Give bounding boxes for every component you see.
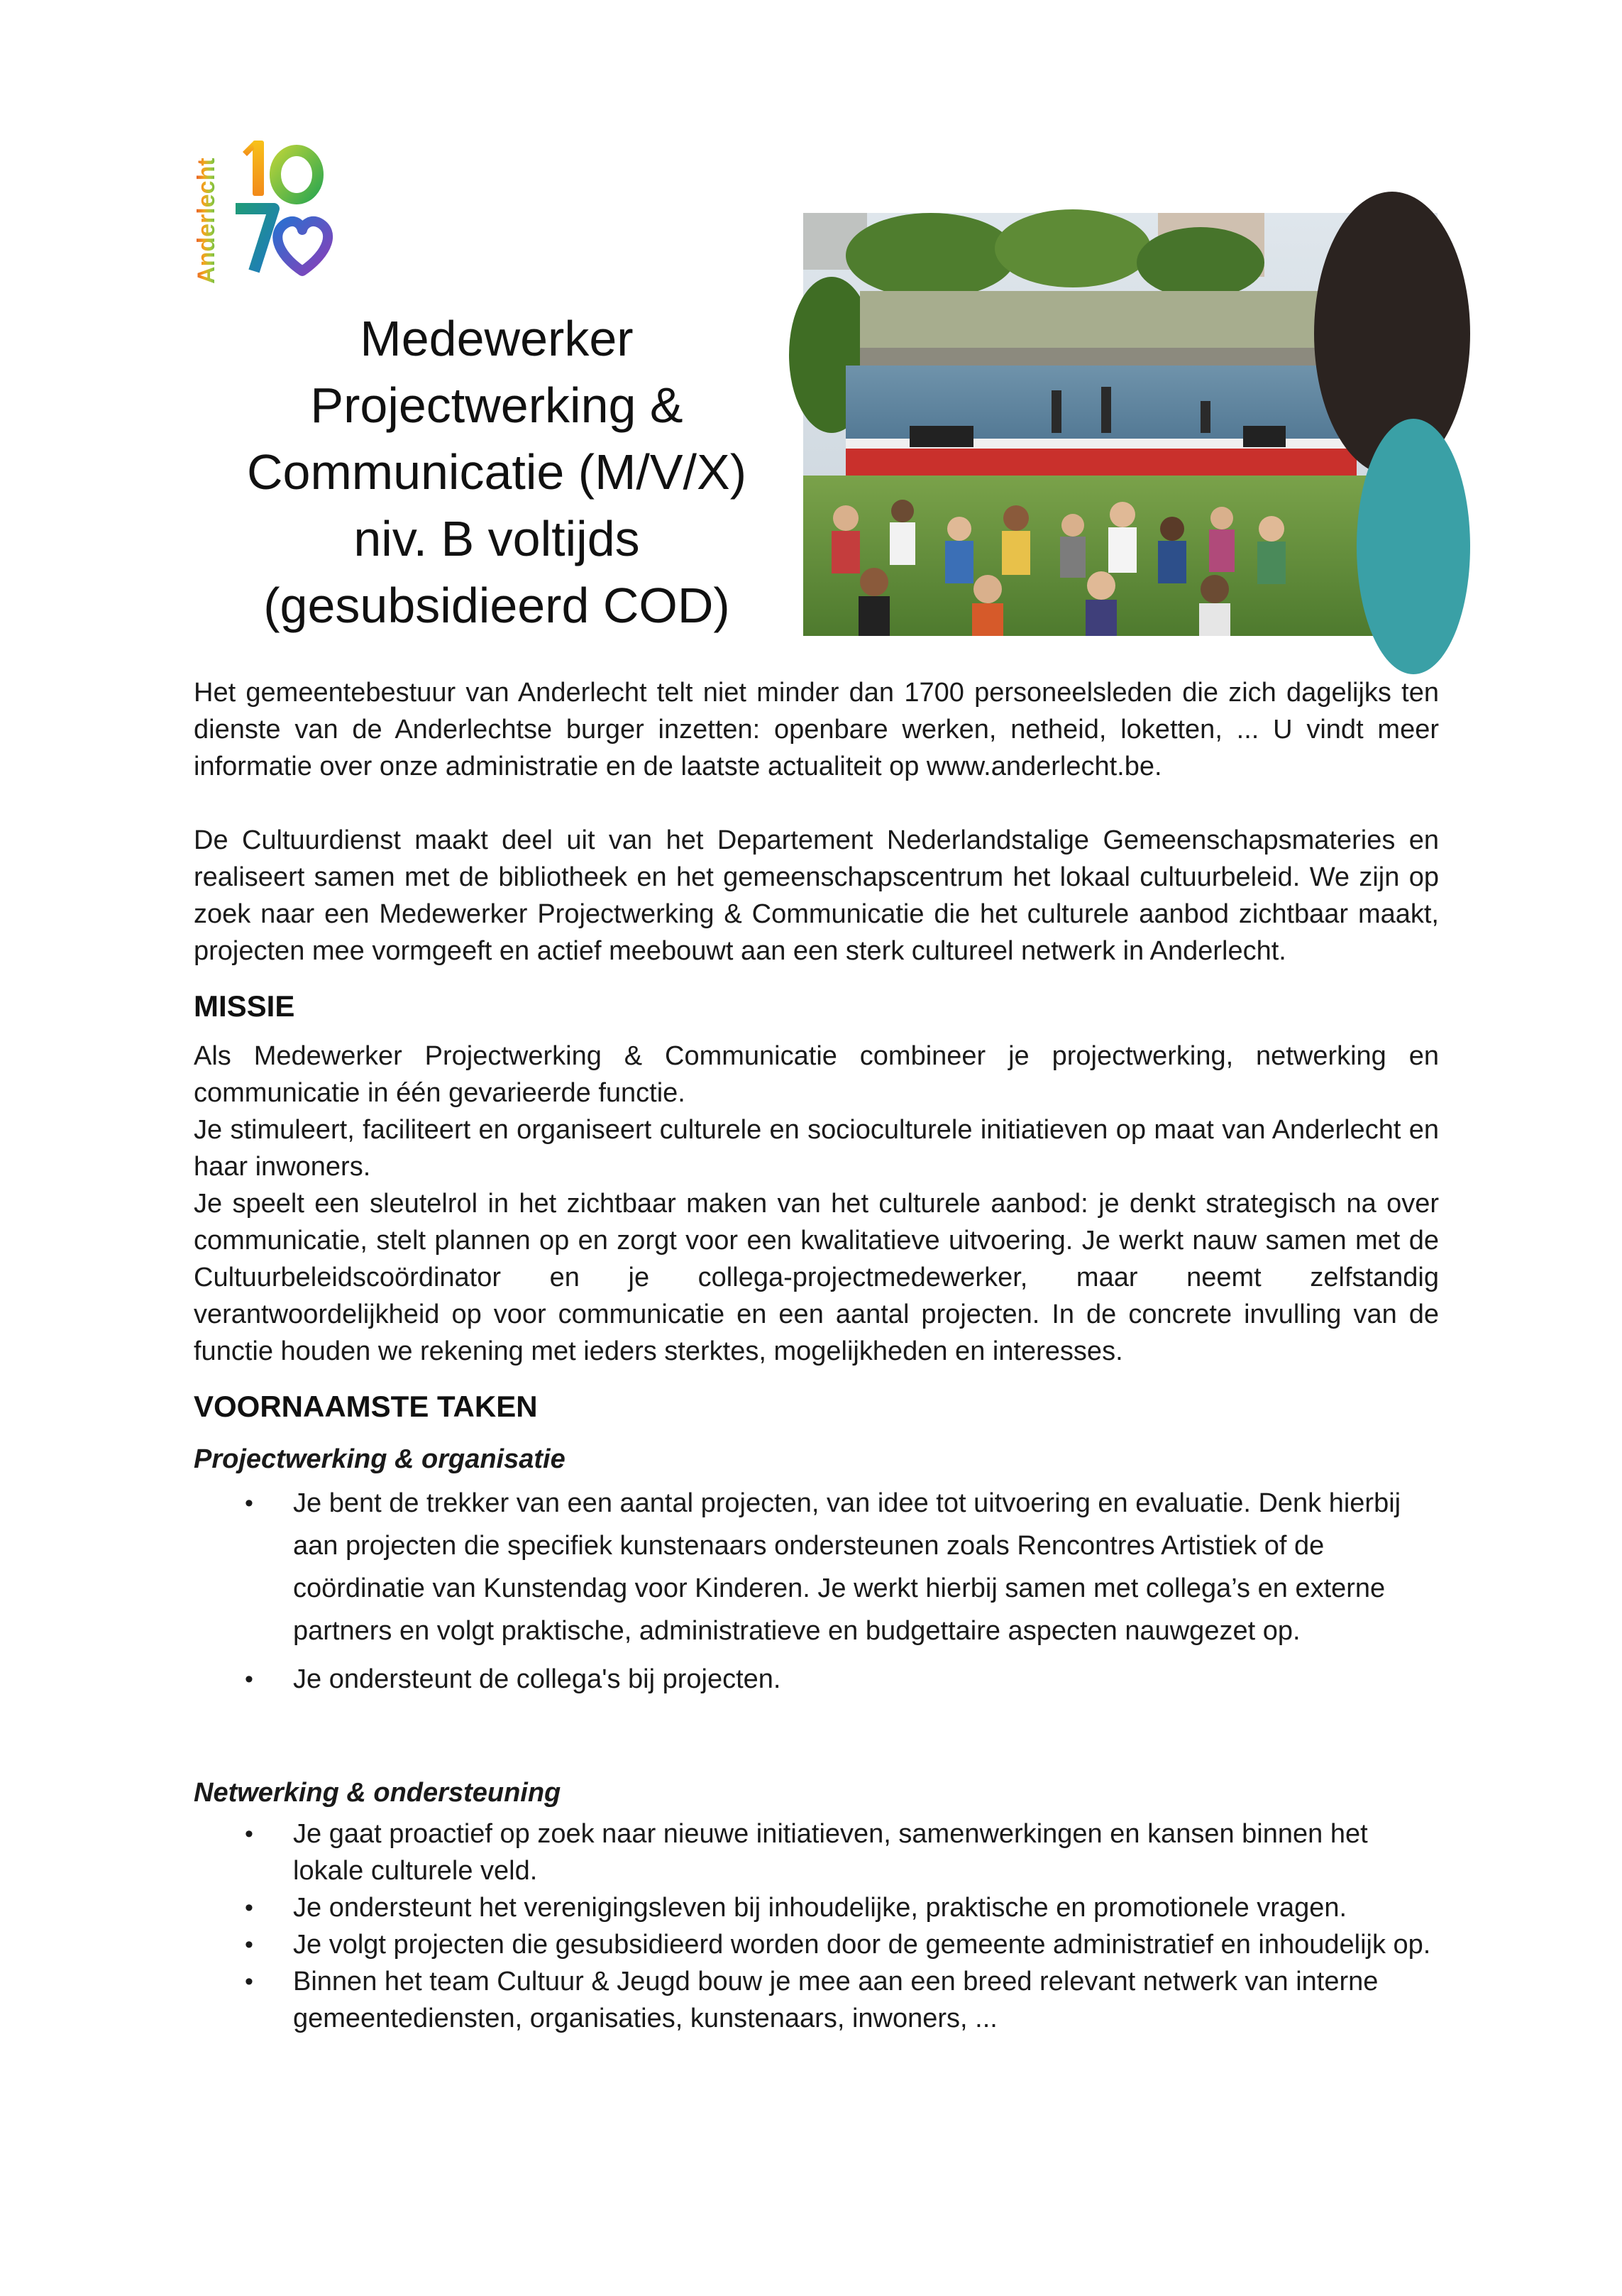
list-item [194,1926,1439,1963]
logo-mark [193,132,353,288]
anderlecht-logo [193,132,353,288]
missie-line-1: Als Medewerker Projectwerking & Communicatie combineer je projectwerking, netwerking en communicatie in één gevarieerde functie. [194,1041,1439,1108]
missie-heading: MISSIE [194,989,295,1023]
bullet-icon: • [245,1931,253,1958]
title-line-3: Communicatie (M/V/X) [246,444,747,500]
taken-heading: VOORNAAMSTE TAKEN [194,1390,538,1423]
intro-paragraph-1: Het gemeentebestuur van Anderlecht telt niet minder dan 1700 personeelsleden die zich dagelijks ten dienste van de Anderlechtse burger inzetten: openbare werken, netheid, loketten, ... U vindt meer informatie over onze administratie en de laatste actualiteit op www.anderlecht.be. [194,678,1439,781]
list-item-text: Je volgt projecten die gesubsidieerd worden door de gemeente administratief en inhoudelijk op. [293,1930,1431,1960]
subheading-netwerking: Netwerking & ondersteuning [194,1778,561,1808]
list-item-text: Binnen het team Cultuur & Jeugd bouw je mee aan een breed relevant netwerk van interne gemeentediensten, organisaties, kunstenaars, inwoners, ... [293,1967,1379,2033]
bullet-icon: • [245,1894,253,1921]
netwerking-list [194,1816,1439,2037]
bullet-icon: • [245,1666,253,1693]
projectwerking-list [194,1482,1439,1701]
list-item-text: Je ondersteunt het verenigingsleven bij inhoudelijke, praktische en promotionele vragen. [293,1893,1347,1923]
list-item [194,1658,1439,1701]
job-title [213,305,780,639]
list-item-text: Je gaat proactief op zoek naar nieuwe initiatieven, samenwerkingen en kansen binnen het lokale culturele veld. [293,1819,1368,1886]
list-item [194,1816,1439,1889]
list-item-text: Je bent de trekker van een aantal projecten, van idee tot uitvoering en evaluatie. Denk hierbij aan projecten die specifiek kunstenaars ondersteunen zoals Rencontres Artistiek of de coördinatie van Kunstendag voor Kinderen. Je werkt hierbij samen met collega’s en externe partners en volgt praktische, administratieve en budgettaire aspecten nauwgezet op. [293,1488,1401,1646]
list-item [194,1482,1439,1652]
missie-line-2: Je stimuleert, faciliteert en organiseert culturele en socioculturele initiatieven op maat van Anderlecht en haar inwoners. [194,1115,1439,1182]
bullet-icon: • [245,1490,253,1517]
missie-line-3: Je speelt een sleutelrol in het zichtbaar maken van het culturele aanbod: je denkt strategisch na over communicatie, stelt plannen op en zorgt voor een kwalitatieve uitvoering. Je werkt nauw samen met de Cultuurbeleidscoördinator en je collega-projectmedewerker, maar neemt zelfstandig verantwoordelijkheid op voor communicatie en een aantal projecten. In de concrete invulling van de functie houden we rekening met ieders sterktes, mogelijkheden en interesses. [194,1189,1439,1366]
title-line-5: (gesubsidieerd COD) [263,578,730,633]
list-item [194,1889,1439,1926]
title-line-2: Projectwerking & [310,378,683,433]
bullet-icon: • [245,1968,253,1995]
list-item [194,1963,1439,2037]
bullet-icon: • [245,1820,253,1847]
heart-icon [277,221,328,271]
subheading-projectwerking: Projectwerking & organisatie [194,1444,566,1474]
concert-photo [803,213,1438,636]
vacancy-body [194,674,1439,2037]
intro-paragraph-2: De Cultuurdienst maakt deel uit van het Departement Nederlandstalige Gemeenschapsmateries en realiseert samen met de bibliotheek en het gemeenschapscentrum het lokaal cultuurbeleid. We zijn op zoek naar een Medewerker Projectwerking & Communicatie die het culturele aanbod zichtbaar maakt, projecten mee vormgeeft en actief meebouwt aan een sterk cultureel netwerk in Anderlecht. [194,825,1439,966]
list-item-text: Je ondersteunt de collega's bij projecten. [293,1664,781,1694]
title-line-4: niv. B voltijds [353,511,640,566]
logo-word: Anderlecht [193,158,220,284]
title-line-1: Medewerker [360,311,634,366]
